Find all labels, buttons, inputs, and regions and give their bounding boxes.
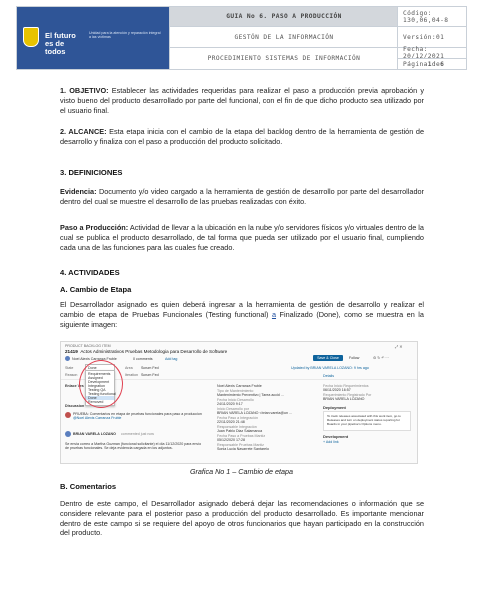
comments-count[interactable]: 0 comments (133, 357, 153, 361)
deployment-heading: Deployment (323, 405, 346, 410)
mid-field: 05/12/2020 17:28 (217, 438, 245, 442)
right-field: Fecha Inicio Requerimientos (323, 384, 369, 388)
development-heading: Development (323, 434, 349, 439)
mid-field: 22/11/2020 21:48 (217, 420, 245, 424)
mid-field: Responsable Pruebas Mantiz (217, 443, 264, 447)
mid-field: 24/11/2020 9:17 (217, 402, 243, 406)
evidence-definition: Evidencia: Documento y/o video cargado a la herramienta de gestión de desarrollo por parte del desarrollador dentro del cual se muestre el desarrollo de las pruebas realizadas con éxito. (60, 187, 424, 206)
iteration-value[interactable]: Scrum Fed (141, 373, 159, 377)
dropdown-option[interactable]: Assigned (88, 376, 103, 380)
details-tab[interactable]: Details (323, 374, 334, 378)
page-number: Página 1 de 6 (398, 58, 467, 69)
document-header (16, 6, 467, 70)
toolbar-icons[interactable]: ⚙ ↻ ↶ ⋯ (373, 356, 389, 360)
header-center (169, 7, 398, 69)
avatar (65, 431, 71, 437)
dropdown-option[interactable]: Development (88, 380, 110, 384)
dropdown-option[interactable]: Removed (88, 400, 104, 404)
iteration-label: Iteration (125, 373, 138, 377)
comment-1-mention[interactable]: @Noel Alexis Carranza Fruble (73, 416, 122, 420)
assignee[interactable]: Noel Alexis Carranza Fruble (72, 357, 117, 361)
mid-field: Fecha Paso a Pruebas Mantiz (217, 434, 266, 438)
shield-icon (23, 27, 39, 47)
scope-paragraph: 2. ALCANCE: Esta etapa inicia con el cambio de la etapa del backlog dentro de la herramienta de gestión de desarrollo y finaliza con el paso a producción del producto solicitado. (60, 127, 424, 146)
mid-field: Mantenimiento Preventivo | Tarea accid ... (217, 393, 284, 397)
right-field: Requerimiento Registrado Por (323, 393, 372, 397)
comment-2-author: BRIAN VARELA LOZANO (73, 432, 116, 436)
mid-field: Juan Pablo Diaz Salamanca (217, 429, 263, 433)
breadcrumb: PRODUCT BACKLOG ITEM (65, 344, 111, 348)
doc-version: Versión:01 (398, 26, 467, 47)
mid-field: Noel Alexis Carranza Fruble (217, 384, 262, 388)
comment-2-meta: commented just now (121, 432, 154, 436)
add-tag[interactable]: Add tag (165, 357, 178, 361)
procedure-name: PROCEDIMIENTO SISTEMAS DE INFORMACIÓN (170, 47, 398, 69)
mid-field: Sonia Lucia Navarrete Santarelo (217, 447, 269, 451)
follow-button[interactable]: Follow (349, 356, 360, 360)
discussion-heading: Discussion (65, 404, 85, 408)
right-field: 06/11/2020 16:57 (323, 388, 351, 392)
stage-change-paragraph: El Desarrollador asignado es quien deberá ingresar a la herramienta de gestión de desarrollo y realizar el cambio de etapa de Pruebas Funcionales (Testing functional) a Finalizado (Done), como se muestra en la siguiente imagen: (60, 300, 424, 329)
mid-field: Tipo de Mantenimiento (217, 389, 254, 393)
mid-field: Fecha Paso a Integración (217, 416, 258, 420)
save-close-button[interactable]: Save & Close (313, 355, 343, 361)
definitions-heading: 3. DEFINICIONES (60, 168, 123, 177)
dropdown-option[interactable]: Testing functional (88, 392, 116, 396)
activities-heading: 4. ACTIVIDADES (60, 268, 120, 277)
work-item-title: 21419 Actos Administrativos Pruebas Metodologia para Desarrollo de Software (65, 349, 228, 354)
comments-heading: B. Comentarios (60, 482, 117, 491)
updated-by: Updated by BRIAN VARELA LOZANO: 9 hrs ago (291, 366, 369, 370)
expand-icon[interactable]: ⤢ ✕ (395, 344, 403, 349)
avatar (65, 412, 71, 418)
objective-paragraph: 1. OBJETIVO: Establecer las actividades requeridas para realizar el paso a producción previa aprobación y visto bueno del producto desarrollado por parte del funcional, con el fin de que dicho producto sea utilizado por el usuario final. (60, 86, 424, 115)
comments-paragraph: Dentro de este campo, el Desarrollador asignado deberá dejar las recomendaciones o información que se considere relevante para el posterior paso a producción del producto desarrollado. Es importante mencionar dentro de este campo si se requiere del apoyo de otros funcionarios que hayan participado en la construcción del producto. (60, 499, 424, 538)
state-label: State (65, 366, 74, 370)
dropdown-option[interactable]: Integration (88, 384, 105, 388)
area-value[interactable]: Scrum Fed (141, 366, 159, 370)
comment-2-text: Se envia correo a Martha Guzman (funcional solicitante) el día 11/12/2020 para envío de pruebas funcionales. Se deja evidencia cargada en los adjuntos. (65, 442, 202, 451)
mid-field: BRIAN VARELA LOZANO <brian.varela@un ... (217, 411, 292, 415)
right-field: BRIAN VARELA LOZANO (323, 397, 365, 401)
doc-date: Fecha: 20/12/2021 (398, 47, 467, 58)
logo-subtitle: Unidad para la atención y reparación integral a las víctimas (89, 31, 161, 40)
stage-change-screenshot (60, 341, 418, 464)
header-meta (397, 7, 467, 69)
highlight-circle (79, 360, 123, 408)
add-link[interactable]: + Add link (323, 440, 339, 444)
logo-block (17, 7, 169, 69)
area-label: Area (125, 366, 133, 370)
enlace-label: Enlace Ves (65, 384, 84, 388)
avatar (65, 356, 70, 361)
production-definition: Paso a Producción: Actividad de llevar a la ubicación en la nube y/o servidores físicos y/o virtuales dentro de la cual se publica el producto desarrollado, de tal forma que pueda ser utilizado por el usuario final, cumpliendo cada una de las funciones para las cuales fue creado. (60, 223, 424, 252)
dropdown-option[interactable]: Requirements (88, 372, 111, 376)
figure-caption: Grafica No 1 – Cambio de etapa (189, 467, 294, 476)
mid-field: Inicio Desarrollo por (217, 407, 249, 411)
stage-change-heading: A. Cambio de Etapa (60, 285, 132, 294)
state-select[interactable]: Done (85, 364, 115, 372)
reason-label: Reason (65, 373, 78, 377)
dropdown-option[interactable]: Testing QA (88, 388, 106, 392)
dropdown-option-selected[interactable]: Done (86, 396, 114, 400)
guide-title: GUIA No 6. PASO A PRODUCCIÓN (170, 7, 398, 26)
doc-code: Código: 130,06,04-8 (403, 9, 449, 24)
inline-link[interactable]: a (271, 309, 277, 319)
deployment-card: To track releases associated with this work item, go to Releases and turn on deployment status reporting for Boards in your pipeline's Options menu. (323, 411, 411, 431)
logo-text: El futuro es de todos (45, 31, 76, 56)
mid-field: Fecha Inicio Desarrollo (217, 398, 254, 402)
section-name: GESTÓN DE LA INFORMACIÓN (170, 26, 398, 47)
mid-field: Responsable Integración (217, 425, 257, 429)
comment-1: PRUEBA: Comentarios en etapa de pruebas funcionales para paso a produccion (73, 412, 202, 416)
